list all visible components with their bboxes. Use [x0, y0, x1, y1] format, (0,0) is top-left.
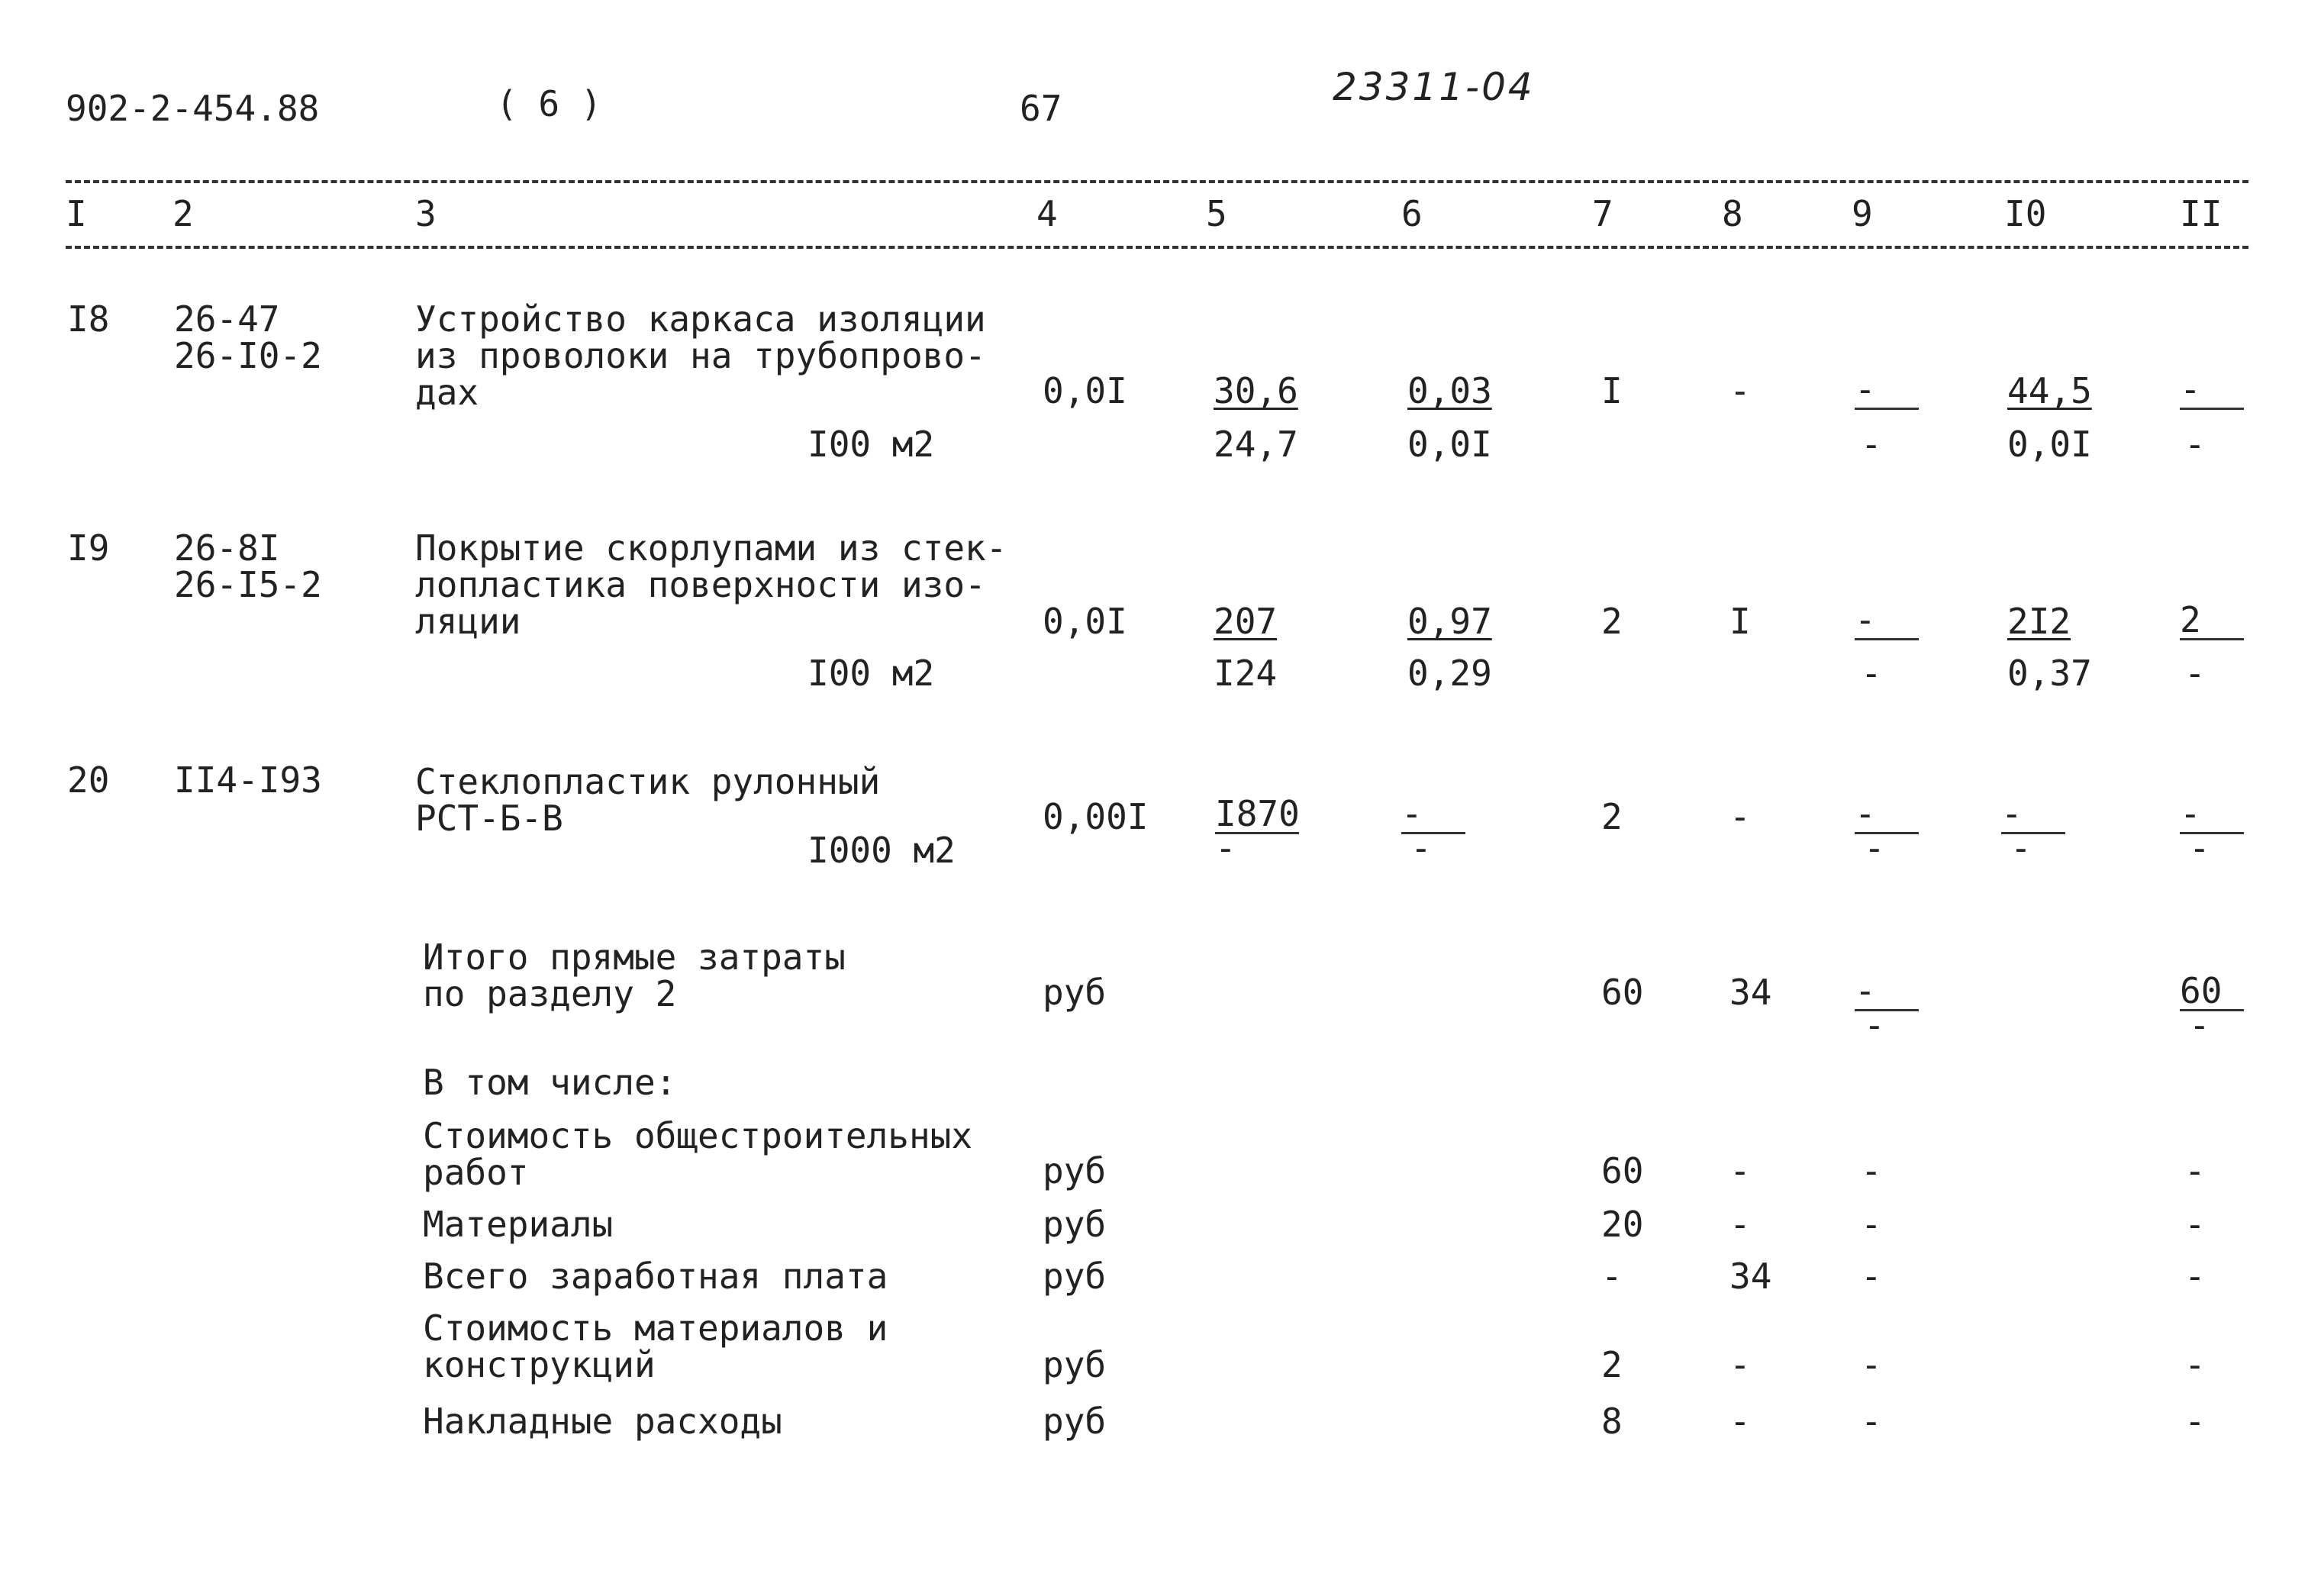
breakdown-label: Стоимость общестроительных работ [423, 1115, 973, 1193]
col5-fraction [1215, 793, 1307, 869]
col11-top: - [2180, 369, 2201, 410]
col5-bottom: - [1215, 827, 1236, 869]
breakdown-col7: - [1601, 1256, 1623, 1297]
norm-code: 26-8I 26-I5-2 [174, 527, 322, 605]
quantity: 0,0I [1043, 601, 1127, 642]
breakdown-col7: 60 [1601, 1150, 1644, 1191]
total-cost: I [1601, 370, 1623, 411]
row-number: I9 [67, 527, 110, 569]
header-top-rule [66, 180, 2248, 183]
wage-cost: I [1729, 601, 1751, 642]
unit-cost-top: 207 [1214, 601, 1278, 642]
col9-fraction [1855, 793, 1919, 869]
col-header-8: 8 [1722, 193, 1743, 234]
wage-cost: - [1729, 370, 1751, 411]
total-col11-fraction [2180, 970, 2244, 1046]
including-label: В том числе: [423, 1062, 677, 1103]
handwritten-code: 23311-04 [1333, 65, 1535, 109]
col9-top: - [1855, 793, 1876, 834]
col11-top: 2 [2180, 599, 2201, 640]
breakdown-label: Материалы [423, 1204, 614, 1245]
col11-bottom: - [2184, 653, 2206, 694]
quantity: 0,00I [1043, 796, 1149, 837]
unit: I00 м2 [807, 653, 935, 694]
total-col8: 34 [1729, 972, 1772, 1013]
norm-code: 26-47 26-I0-2 [174, 298, 322, 376]
fraction-line [1855, 408, 1919, 410]
fraction-line [2180, 408, 2244, 410]
total-label: Итого прямые затраты по разделу 2 [423, 937, 846, 1014]
total-col9-bottom: - [1864, 1004, 1885, 1046]
section-number: ( 6 ) [496, 83, 602, 124]
work-description: Покрытие скорлупами из стек- лопластика поверхности изо- ляции [415, 527, 1007, 642]
unit: I000 м2 [807, 830, 956, 871]
col10-bottom: 0,37 [2007, 653, 2092, 694]
breakdown-col11: - [2184, 1150, 2206, 1191]
quantity: 0,0I [1043, 370, 1127, 411]
total-cost: 2 [1601, 601, 1623, 642]
col11-fraction [2180, 793, 2244, 869]
breakdown-label: Накладные расходы [423, 1401, 782, 1442]
col-header-3: 3 [415, 193, 437, 234]
breakdown-col7: 8 [1601, 1401, 1623, 1442]
col-header-1: I [66, 193, 87, 234]
total-col9-fraction [1855, 970, 1919, 1046]
col-header-9: 9 [1852, 193, 1873, 234]
page-number: 67 [1020, 88, 1062, 129]
col6-fraction [1401, 793, 1465, 869]
col6-top: 0,03 [1407, 370, 1492, 411]
unit-cost-bottom: I24 [1214, 653, 1278, 694]
col6-bottom: 0,0I [1407, 424, 1492, 465]
row-number: 20 [67, 759, 110, 801]
total-col7: 60 [1601, 972, 1644, 1013]
col6-bottom: - [1410, 827, 1432, 869]
col10-top: 44,5 [2007, 370, 2092, 411]
col11-bottom: - [2184, 424, 2206, 465]
breakdown-unit: руб [1043, 1204, 1107, 1245]
col10-top: - [2001, 793, 2023, 834]
col9-top: - [1855, 599, 1876, 640]
breakdown-unit: руб [1043, 1256, 1107, 1297]
work-description: Устройство каркаса изоляции из проволоки на трубопрово- дах [415, 298, 986, 413]
col6-bottom: 0,29 [1407, 653, 1492, 694]
col11-fraction [2180, 369, 2244, 430]
col10-bottom: - [2010, 827, 2032, 869]
breakdown-col8: - [1729, 1344, 1751, 1385]
breakdown-col8: - [1729, 1150, 1751, 1191]
col11-bottom: - [2189, 827, 2210, 869]
breakdown-unit: руб [1043, 1401, 1107, 1442]
breakdown-col8: 34 [1729, 1256, 1772, 1297]
col10-top: 2I2 [2007, 601, 2071, 642]
breakdown-col9: - [1861, 1204, 1882, 1245]
work-description: Стеклопластик рулонный РСТ-Б-В [415, 761, 881, 839]
col9-top: - [1855, 369, 1876, 410]
breakdown-col9: - [1861, 1344, 1882, 1385]
row-number: I8 [67, 298, 110, 340]
col10-fraction [2001, 793, 2065, 869]
col-header-7: 7 [1592, 193, 1613, 234]
breakdown-col9: - [1861, 1256, 1882, 1297]
breakdown-col11: - [2184, 1256, 2206, 1297]
breakdown-unit: руб [1043, 1150, 1107, 1191]
col10-bottom: 0,0I [2007, 424, 2092, 465]
col9-fraction [1855, 369, 1919, 430]
col-header-6: 6 [1401, 193, 1423, 234]
breakdown-label: Стоимость материалов и конструкций [423, 1307, 888, 1385]
breakdown-col7: 2 [1601, 1344, 1623, 1385]
col-header-11: II [2180, 193, 2223, 234]
wage-cost: - [1729, 796, 1751, 837]
breakdown-col8: - [1729, 1204, 1751, 1245]
total-col9-top: - [1855, 970, 1876, 1011]
col6-top: 0,97 [1407, 601, 1492, 642]
total-cost: 2 [1601, 796, 1623, 837]
total-col11-top: 60 [2180, 970, 2223, 1011]
unit: I00 м2 [807, 424, 935, 465]
col-header-2: 2 [172, 193, 194, 234]
breakdown-col9: - [1861, 1150, 1882, 1191]
col-header-4: 4 [1036, 193, 1058, 234]
col9-bottom: - [1864, 827, 1885, 869]
document-code: 902-2-454.88 [66, 88, 320, 129]
unit-cost-bottom: 24,7 [1214, 424, 1298, 465]
breakdown-col11: - [2184, 1401, 2206, 1442]
unit-cost-top: 30,6 [1214, 370, 1298, 411]
norm-code: II4-I93 [174, 759, 322, 801]
breakdown-col7: 20 [1601, 1204, 1644, 1245]
breakdown-label: Всего заработная плата [423, 1256, 888, 1297]
breakdown-col8: - [1729, 1401, 1751, 1442]
fraction-line [1855, 638, 1919, 640]
col-header-5: 5 [1206, 193, 1227, 234]
col9-bottom: - [1861, 424, 1882, 465]
col6-top: - [1401, 793, 1423, 834]
breakdown-col11: - [2184, 1204, 2206, 1245]
breakdown-col11: - [2184, 1344, 2206, 1385]
total-unit: руб [1043, 972, 1107, 1013]
fraction-line [2180, 638, 2244, 640]
total-col11-bottom: - [2189, 1004, 2210, 1046]
header-bottom-rule [66, 246, 2248, 249]
col5-top: I870 [1215, 793, 1300, 834]
col9-bottom: - [1861, 653, 1882, 694]
breakdown-unit: руб [1043, 1344, 1107, 1385]
breakdown-col9: - [1861, 1401, 1882, 1442]
col11-top: - [2180, 793, 2201, 834]
col-header-10: I0 [2004, 193, 2047, 234]
